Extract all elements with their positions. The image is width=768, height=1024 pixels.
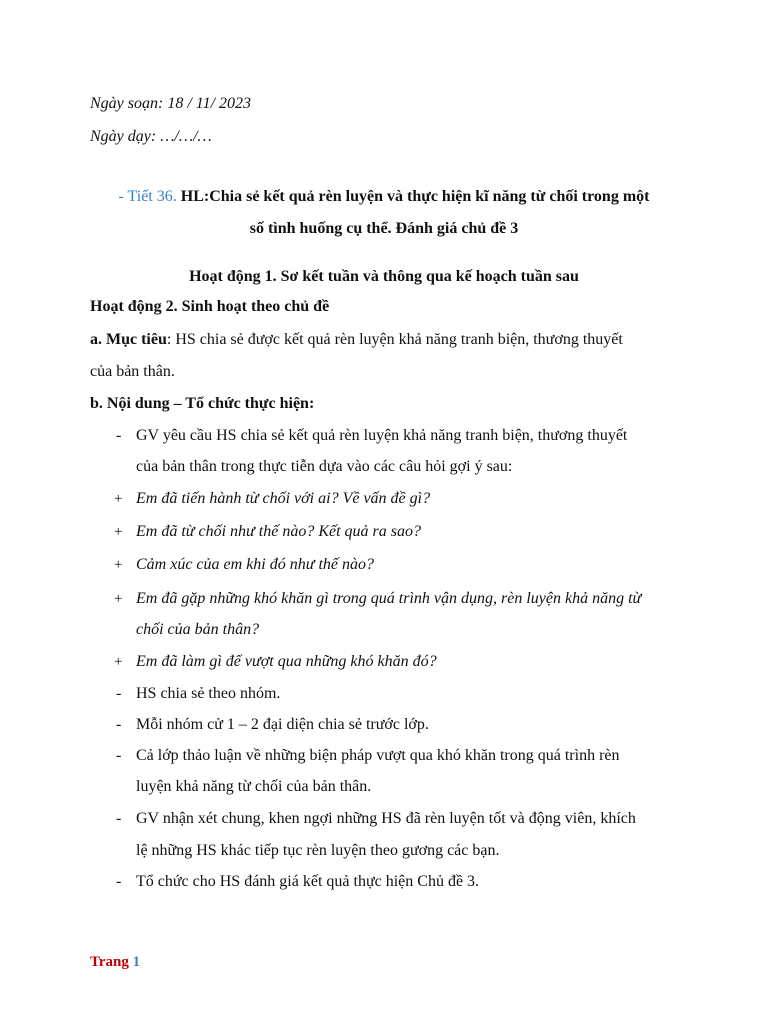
activity-1-heading: Hoạt động 1. Sơ kết tuần và thông qua kế hoạch tuần sau (189, 268, 579, 285)
question-4-line2: chối của bản thân? (136, 621, 260, 638)
objective-label: a. Mục tiêu (90, 331, 167, 348)
page-number: 1 (132, 954, 141, 970)
plus-marker: + (114, 557, 123, 573)
objective-line1 (90, 330, 623, 350)
dash-marker: - (116, 747, 122, 764)
lesson-title-line2: số tình huống cụ thể. Đánh giá chủ đề 3 (249, 220, 519, 237)
plus-marker: + (114, 524, 123, 540)
activity-2-heading: Hoạt động 2. Sinh hoạt theo chủ đề (90, 298, 330, 315)
step-4-line2: lệ những HS khác tiếp tục rèn luyện theo gương các bạn. (136, 842, 500, 859)
gv-request-line2: của bản thân trong thực tiễn dựa vào các câu hỏi gợi ý sau: (136, 458, 513, 475)
step-1: HS chia sẻ theo nhóm. (136, 685, 281, 702)
step-5: Tổ chức cho HS đánh giá kết quả thực hiện Chủ đề 3. (136, 873, 480, 890)
dash-marker: - (116, 873, 122, 890)
dash-marker: - (116, 685, 122, 702)
plus-marker: + (114, 654, 123, 670)
plus-marker: + (114, 491, 123, 507)
dash-marker: - (116, 716, 122, 733)
teaching-date: Ngày dạy: …/…/… (90, 128, 212, 145)
plus-marker: + (114, 591, 123, 607)
objective-text1: : HS chia sẻ được kết quả rèn luyện khả năng tranh biện, thương thuyết (166, 331, 623, 348)
question-5: Em đã làm gì để vượt qua những khó khăn đó? (136, 653, 437, 670)
dash-marker: - (116, 427, 122, 444)
question-1: Em đã tiến hành từ chối với ai? Về vấn đề gì? (136, 490, 431, 507)
prepared-date: Ngày soạn: 18 / 11/ 2023 (90, 95, 252, 112)
step-3-line1: Cả lớp thảo luận về những biện pháp vượt qua khó khăn trong quá trình rèn (136, 747, 620, 764)
content-heading: b. Nội dung – Tổ chức thực hiện: (90, 395, 315, 412)
step-2: Mỗi nhóm cử 1 – 2 đại diện chia sẻ trước lớp. (136, 716, 429, 733)
dash-marker: - (116, 810, 122, 827)
question-4-line1: Em đã gặp những khó khăn gì trong quá trình vận dụng, rèn luyện khả năng từ (136, 590, 642, 607)
gv-request-line1: GV yêu cầu HS chia sẻ kết quả rèn luyện khả năng tranh biện, thương thuyết (136, 427, 628, 444)
step-4-line1: GV nhận xét chung, khen ngợi những HS đã rèn luyện tốt và động viên, khích (136, 810, 636, 827)
step-3-line2: luyện khả năng từ chối của bản thân. (136, 778, 372, 795)
page-label: Trang (90, 954, 133, 970)
objective-line2: của bản thân. (90, 363, 175, 380)
page-footer (90, 952, 140, 972)
lesson-number: - Tiết 36. (118, 188, 177, 205)
lesson-title-line1 (0, 187, 768, 207)
question-2: Em đã từ chối như thế nào? Kết quả ra sao? (136, 523, 421, 540)
question-3: Cảm xúc của em khi đó như thế nào? (136, 556, 375, 573)
lesson-title-text1: HL:Chia sẻ kết quả rèn luyện và thực hiện kĩ năng từ chối trong một (176, 188, 650, 205)
